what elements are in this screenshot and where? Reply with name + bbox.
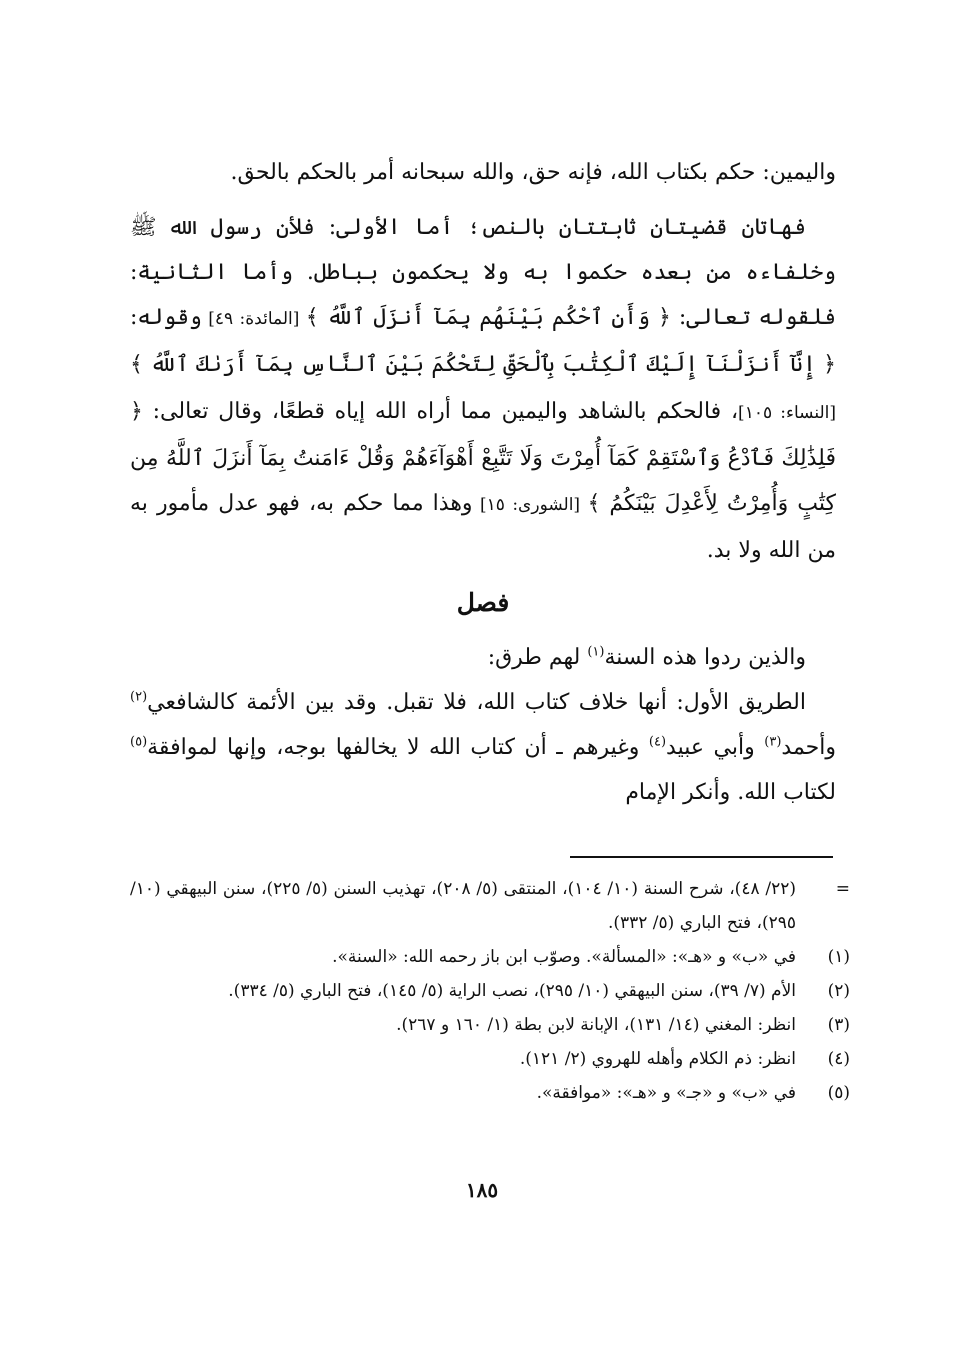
text-run: والذين ردوا هذه السنة: [604, 645, 806, 670]
footnote: [130, 872, 850, 940]
quran-verse: ﴿ فَلِذَٰلِكَ فَٱدْعُ وَٱسْتَقِمْ كَمَآ أُمِرْتَ وَلَا تَتَّبِعْ أَهْوَآءَهُمْ وَقُلْ ءَامَنتُ بِمَآ أَنزَلَ ٱللَّهُ مِن كِتَٰبٍ وَأُمِرْتُ لِأَعْدِلَ بَيْنَكُمُ ﴾: [130, 399, 836, 516]
paragraph: [130, 205, 836, 573]
footnote-text: في «ب» و «هـ»: «المسألة». وصوّب ابن باز رحمه الله: «السنة».: [332, 947, 796, 967]
footnote-separator: [570, 856, 833, 858]
footnote: [130, 1076, 850, 1110]
footnote-number: (١): [827, 947, 850, 967]
footnote-marker: (٥): [130, 734, 148, 750]
text-run: فهاتان قضيتان ثابتتان بالنص؛ أما الأولى: فلأن رسول الله ﷺ وخلفاءه من بعده حكموا به ولا يحكمون بباطل. وأما الثانية: فلقوله تعالى:: [130, 215, 837, 330]
text-run: لهم طرق:: [487, 645, 588, 670]
footnote-marker: (٢): [130, 689, 148, 705]
footnote-text: (٢٢/ ٤٨)، شرح السنة (١٠/ ١٠٤)، المنتقى (٥/ ٢٠٨)، تهذيب السنن (٥/ ٢٢٥)، سنن البيهقي (١٠/ ٢٩٥)، فتح الباري (٥/ ٣٣٢).: [130, 879, 796, 933]
footnote-number: (٥): [827, 1083, 850, 1103]
quran-verse: ﴿ وَأَنِ ٱحْكُم بَيْنَهُم بِمَآ أَنزَلَ ٱللَّهُ ﴾: [305, 305, 671, 330]
footnote: [130, 974, 850, 1008]
footnote-marker: (٣): [764, 734, 782, 750]
footnote-number: (٢): [827, 981, 850, 1001]
footnote-number: (٣): [827, 1015, 850, 1035]
text-run: وأحمد: [781, 735, 836, 760]
footnote: [130, 940, 850, 974]
text-run: وقوله:: [130, 305, 202, 330]
footnote-number: (٤): [827, 1049, 850, 1069]
paragraph: [130, 680, 836, 815]
footnote-marker: (٤): [648, 734, 667, 750]
text-run: وغيرهم ـ أن كتاب الله لا يخالفها بوجه، وإنها لموافقة: [147, 735, 649, 760]
text-run: لكتاب الله. وأنكر الإمام: [625, 780, 836, 805]
text-run: وأبي عبيد: [666, 735, 765, 760]
text-run: وهذا مما حكم به، فهو عدل مأمور به من الله ولا بد.: [130, 491, 836, 563]
footnote-text: الأم (٧/ ٣٩)، سنن البيهقي (١٠/ ٢٩٥)، نصب الراية (٥/ ١٤٥)، فتح الباري (٥/ ٣٣٤).: [228, 981, 796, 1001]
footnote-text: انظر: ذم الكلام وأهله للهروي (٢/ ١٢١).: [519, 1049, 796, 1069]
footnote: [130, 1042, 850, 1076]
section-heading: فصل: [456, 588, 510, 617]
text-run: ، فالحكم بالشاهد واليمين مما أراه الله إياه قطعًا، وقال تعالى:: [142, 399, 739, 424]
verse-reference: [المائدة: ٤٩]: [201, 309, 306, 329]
footnotes: [130, 872, 850, 1110]
footnote-text: انظر: المغني (١٤/ ١٣١)، الإبانة لابن بطة (١/ ١٦٠ و ٢٦٧).: [396, 1015, 796, 1035]
paragraph: [130, 635, 836, 680]
main-text: [130, 150, 836, 815]
page-number: ١٨٥: [465, 1178, 499, 1202]
quran-verse: ﴿ إِنَّآ أَنزَلْنَآ إِلَيْكَ ٱلْكِتَٰبَ بِٱلْحَقِّ لِتَحْكُمَ بَيْنَ ٱلنَّاسِ بِمَآ أَرَىٰكَ ٱللَّهُ ﴾: [130, 352, 836, 377]
verse-reference: [الشورى: ١٥]: [472, 495, 588, 515]
verse-reference: [النساء: ١٠٥]: [738, 403, 836, 423]
footnote-marker: (١): [587, 644, 605, 660]
footnote-number: =: [835, 879, 850, 899]
paragraph: واليمين: حكم بكتاب الله، فإنه حق، والله سبحانه أمر بالحكم بالحق.: [230, 160, 836, 185]
text-run: الطريق الأول: أنها خلاف كتاب الله، فلا تقبل. وقد بين الأئمة كالشافعي: [147, 690, 806, 715]
footnote: [130, 1008, 850, 1042]
footnote-text: في «ب» و «جـ» و «هـ»: «موافقة».: [536, 1083, 796, 1103]
